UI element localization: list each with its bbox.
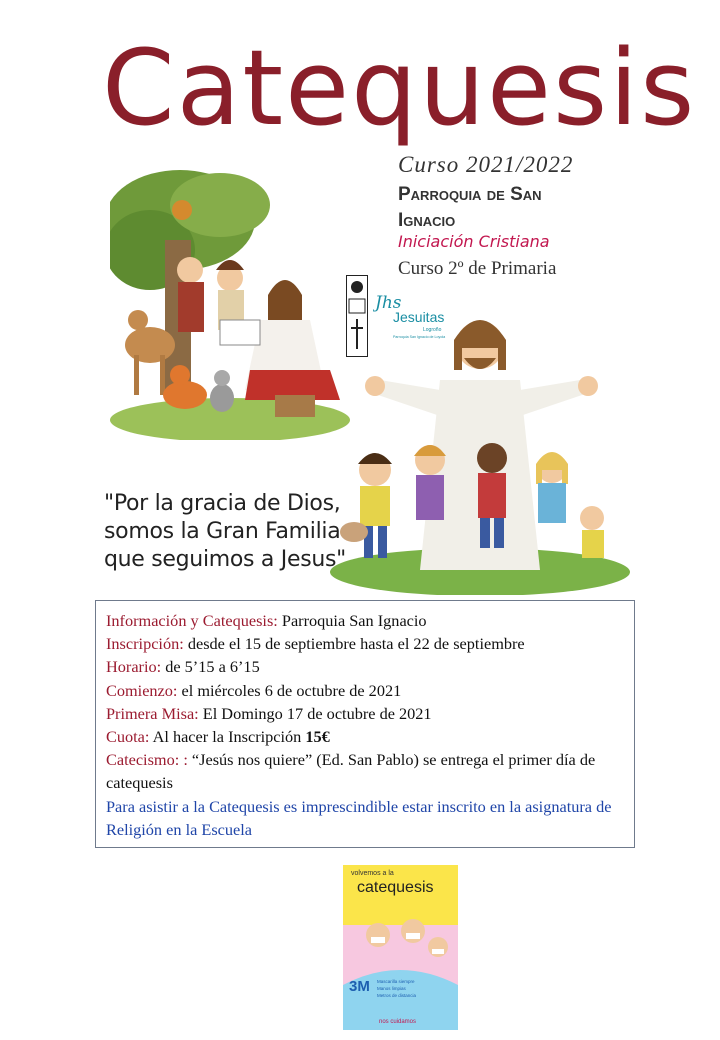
poster-badge: 3M <box>349 978 370 995</box>
poster-line-3: Metros de distancia <box>377 993 417 998</box>
catecismo-label: Catecismo: : <box>106 750 188 770</box>
course-year: Curso 2021/2022 <box>398 152 574 177</box>
course-grade: Curso 2º de Primaria <box>398 258 557 279</box>
comienzo-value: el miércoles 6 de octubre de 2021 <box>177 680 402 700</box>
info-line-cuota <box>106 725 624 748</box>
primera-misa-label: Primera Misa: <box>106 703 199 723</box>
jesuitas-logo-name: Jesuitas <box>393 309 445 325</box>
inscripcion-label: Inscripción: <box>106 634 184 654</box>
informacion-label: Información y Catequesis: <box>106 611 278 630</box>
info-line-informacion <box>106 609 624 632</box>
motto-line-1: "Por la gracia de Dios, <box>104 491 341 516</box>
primera-misa-value: El Domingo 17 de octubre de 2021 <box>198 703 432 723</box>
inscripcion-value: desde el 15 de septiembre hasta el 22 de septiembre <box>183 634 525 654</box>
motto-line-3: que seguimos a Jesus" <box>104 547 346 572</box>
poster-title: catequesis <box>357 879 434 896</box>
poster-footer: nos cuidamos <box>379 1019 417 1025</box>
cuota-amount: 15€ <box>305 727 330 747</box>
cuota-label: Cuota: <box>106 727 150 747</box>
parish-name: Parroquia de San Ignacio <box>398 184 542 231</box>
info-line-horario <box>106 655 624 678</box>
catecismo-value: “Jesús nos quiere” (Ed. San Pablo) se entrega el primer día de catequesis <box>106 750 596 793</box>
jesuitas-logo-city: Logroño <box>423 327 442 333</box>
poster-top-text: volvemos a la <box>351 870 394 877</box>
jesus-with-children-illustration <box>330 310 630 595</box>
info-note: Para asistir a la Catequesis es imprescindible estar inscrito en la asignatura de Religión en la Escuela <box>106 796 612 839</box>
page-title: Catequesis <box>102 27 697 149</box>
horario-value: de 5’15 a 6’15 <box>161 657 260 677</box>
info-line-catecismo <box>106 748 624 794</box>
info-line-primera-misa <box>106 702 624 725</box>
info-line-comienzo <box>106 679 624 702</box>
svg-text:Jhs: Jhs <box>375 293 402 313</box>
volvemos-catequesis-poster <box>343 865 458 1030</box>
poster-line-2: Manos limpias <box>377 986 406 991</box>
motto <box>104 490 364 574</box>
comienzo-label: Comienzo: <box>106 680 178 700</box>
christian-initiation: Iniciación Cristiana <box>398 232 550 251</box>
motto-line-2: somos la Gran Familia <box>104 519 341 544</box>
poster-line-1: Mascarilla siempre <box>377 979 415 984</box>
info-line-inscripcion <box>106 632 624 655</box>
informacion-value: Parroquia San Ignacio <box>277 611 427 630</box>
info-box <box>95 600 635 848</box>
horario-label: Horario: <box>106 657 162 677</box>
jesus-teaching-illustration <box>110 170 350 440</box>
cuota-value: Al hacer la Inscripción <box>149 727 306 747</box>
jesuitas-logo-subtitle: Parroquia San Ignacio de Loyola <box>393 335 446 339</box>
